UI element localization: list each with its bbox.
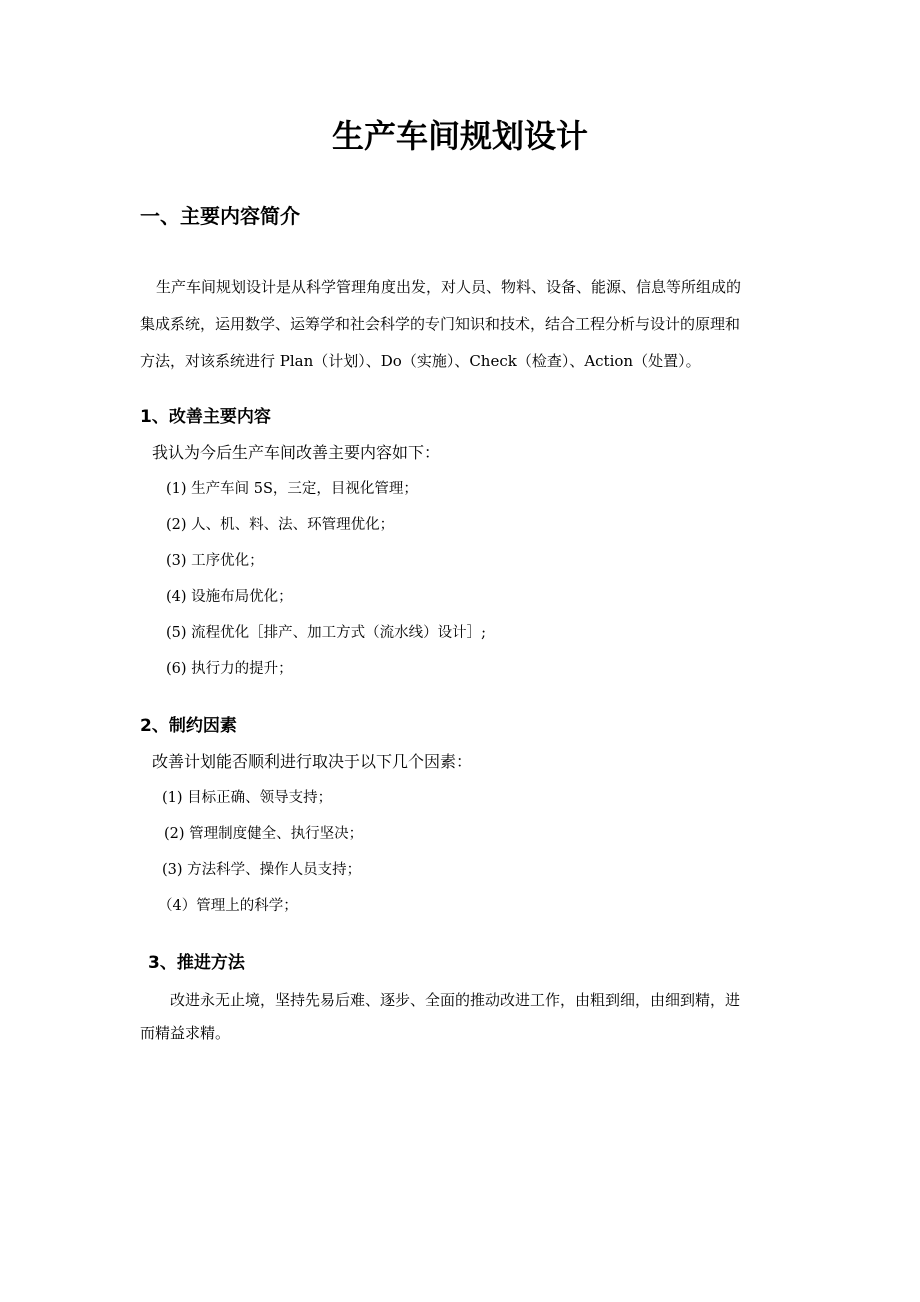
subheading-promotion-method: 3、推进方法	[148, 953, 245, 973]
summary-paragraph-line-2: 集成系统，运用数学、运筹学和社会科学的专门知识和技术，结合工程分析与设计的原理和	[140, 315, 741, 333]
page-title: 生产车间规划设计	[331, 117, 588, 155]
promotion-paragraph-line-2: 而精益求精。	[140, 1024, 231, 1042]
subheading-constraints: 2、制约因素	[140, 716, 237, 736]
section-heading-summary: 一、主要内容简介	[140, 204, 300, 228]
improvement-item-1: (1) 生产车间 5S，三定，目视化管理；	[166, 481, 418, 497]
promotion-paragraph-line-1: 改进永无止境，坚持先易后难、逐步、全面的推动改进工作，由粗到细，由细到精，进	[170, 991, 741, 1009]
constraints-intro: 改善计划能否顺利进行取决于以下几个因素：	[152, 752, 473, 771]
improvement-item-3: (3) 工序优化；	[166, 553, 264, 569]
constraint-item-2: (2) 管理制度健全、执行坚决；	[164, 826, 364, 842]
improvement-intro: 我认为今后生产车间改善主要内容如下：	[152, 443, 441, 462]
improvement-item-4: (4) 设施布局优化；	[166, 589, 293, 605]
subheading-improvement-content: 1、改善主要内容	[140, 407, 271, 427]
summary-paragraph-line-1: 生产车间规划设计是从科学管理角度出发，对人员、物料、设备、能源、信息等所组成的	[156, 278, 742, 296]
improvement-item-5: (5) 流程优化［排产、加工方式（流水线）设计］;	[166, 625, 487, 641]
constraint-item-3: (3) 方法科学、操作人员支持；	[162, 862, 362, 878]
constraint-item-1: (1) 目标正确、领导支持；	[162, 790, 333, 806]
summary-paragraph-line-3: 方法，对该系统进行 Plan（计划）、Do（实施）、Check（检查）、Action（处置）。	[140, 352, 701, 370]
improvement-item-2: (2) 人、机、料、法、环管理优化；	[166, 517, 395, 533]
improvement-item-6: (6) 执行力的提升；	[166, 661, 293, 677]
constraint-item-4: （4）管理上的科学；	[158, 898, 298, 914]
